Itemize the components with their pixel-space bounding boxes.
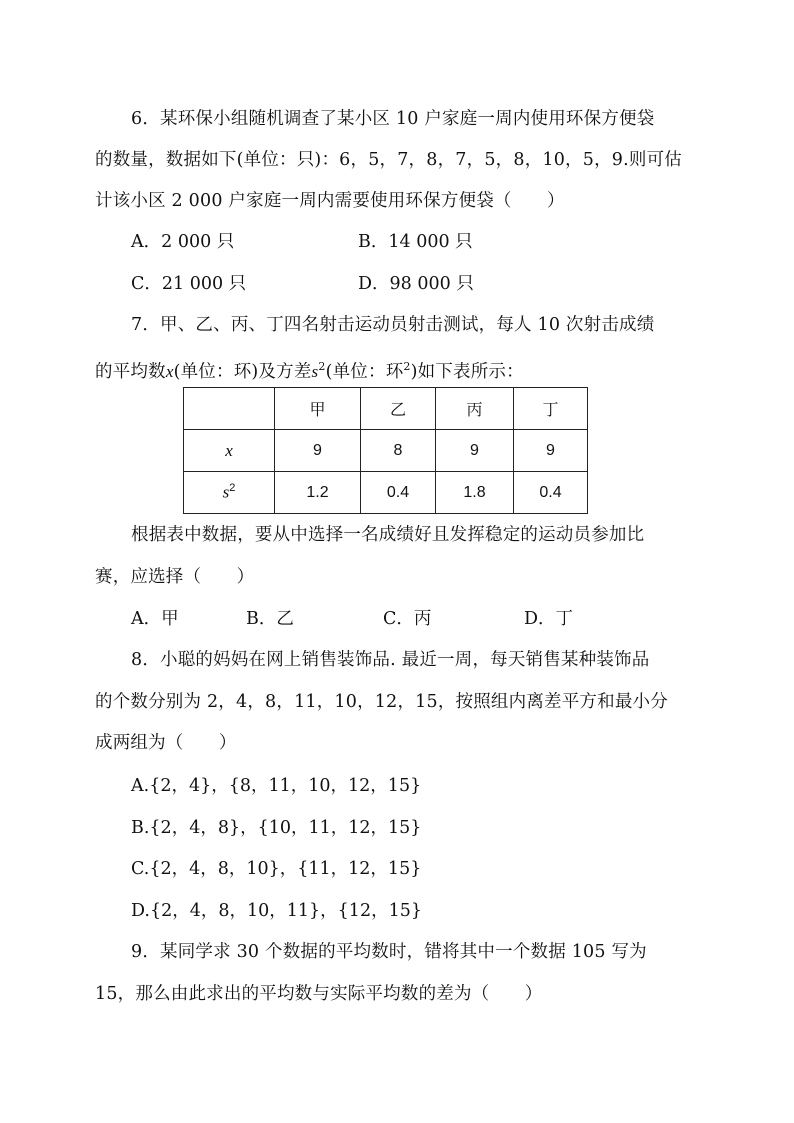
q7-after-line-2: 赛，应选择（ ） [95, 567, 255, 587]
q7-option-d: D．丁 [524, 609, 574, 629]
q6-line-1: 6．某环保小组随机调查了某小区 10 户家庭一周内使用环保方便袋 [131, 109, 655, 129]
q7-option-c: C．丙 [383, 609, 432, 629]
table-header-cell: 甲 [275, 388, 361, 430]
q8-line-2: 的个数分别为 2，4，8，11，10，12，15，按照组内离差平方和最小分 [95, 692, 668, 712]
table-row [184, 472, 588, 514]
q6-line-2: 的数量，数据如下(单位：只)：6，5，7，8，7，5，8，10，5，9.则可估 [95, 150, 682, 170]
q7-line-2-text-a: 的平均数 [95, 361, 166, 382]
table-header-row [184, 388, 588, 430]
q6-option-c: C．21 000 只 [131, 274, 247, 294]
table-header-cell: 乙 [361, 388, 436, 430]
table-row-label-s: s [222, 482, 230, 502]
q8-option-a: A.{2，4}，{8，11，10，12，15} [131, 776, 422, 796]
table-cell: 9 [436, 430, 514, 472]
table-cell: 1.8 [436, 472, 514, 514]
table-header-cell [184, 388, 275, 430]
q7-var-s-sup: 2 [318, 360, 326, 373]
q7-line-2-text-b: (单位：环)及方差 [173, 361, 312, 382]
q7-line-2-text-c: (单位：环 [325, 361, 404, 382]
table-cell: 9 [275, 430, 361, 472]
table-cell: 9 [514, 430, 588, 472]
table-row [184, 430, 588, 472]
q9-line-2: 15，那么由此求出的平均数与实际平均数的差为（ ） [95, 984, 543, 1004]
table-row-label: x [184, 430, 275, 472]
q7-var-s: s [311, 361, 319, 381]
q7-unit-sup: 2 [403, 360, 411, 373]
table-header-cell: 丙 [436, 388, 514, 430]
q7-after-line-1: 根据表中数据，要从中选择一名成绩好且发挥稳定的运动员参加比 [131, 525, 645, 545]
table-cell: 0.4 [361, 472, 436, 514]
table-row-label-sup: 2 [229, 482, 236, 495]
q7-line-1: 7．甲、乙、丙、丁四名射击运动员射击测试，每人 10 次射击成绩 [131, 315, 655, 335]
table-cell: 8 [361, 430, 436, 472]
table-cell: 1.2 [275, 472, 361, 514]
q6-option-d: D．98 000 只 [358, 274, 474, 294]
q6-option-a: A．2 000 只 [131, 232, 235, 252]
q8-line-1: 8．小聪的妈妈在网上销售装饰品. 最近一周，每天销售某种装饰品 [131, 650, 650, 670]
table-row-label [184, 472, 275, 514]
q9-line-1: 9．某同学求 30 个数据的平均数时，错将其中一个数据 105 写为 [131, 942, 647, 962]
q7-line-2-text-d: )如下表所示： [410, 361, 524, 382]
q6-line-3: 计该小区 2 000 户家庭一周内需要使用环保方便袋（ ） [95, 191, 565, 211]
q7-var-x: x [165, 361, 174, 381]
q7-score-table [183, 387, 588, 514]
q8-option-c: C.{2，4，8，10}，{11，12，15} [131, 859, 422, 879]
q7-option-b: B．乙 [246, 609, 294, 629]
q8-line-3: 成两组为（ ） [95, 733, 237, 753]
q8-option-b: B.{2，4，8}，{10，11，12，15} [131, 818, 422, 838]
table-cell: 0.4 [514, 472, 588, 514]
q7-line-2 [95, 355, 524, 384]
table-header-cell: 丁 [514, 388, 588, 430]
q6-option-b: B．14 000 只 [358, 232, 473, 252]
q7-option-a: A．甲 [131, 609, 179, 629]
q8-option-d: D.{2，4，8，10，11}，{12，15} [131, 901, 422, 921]
